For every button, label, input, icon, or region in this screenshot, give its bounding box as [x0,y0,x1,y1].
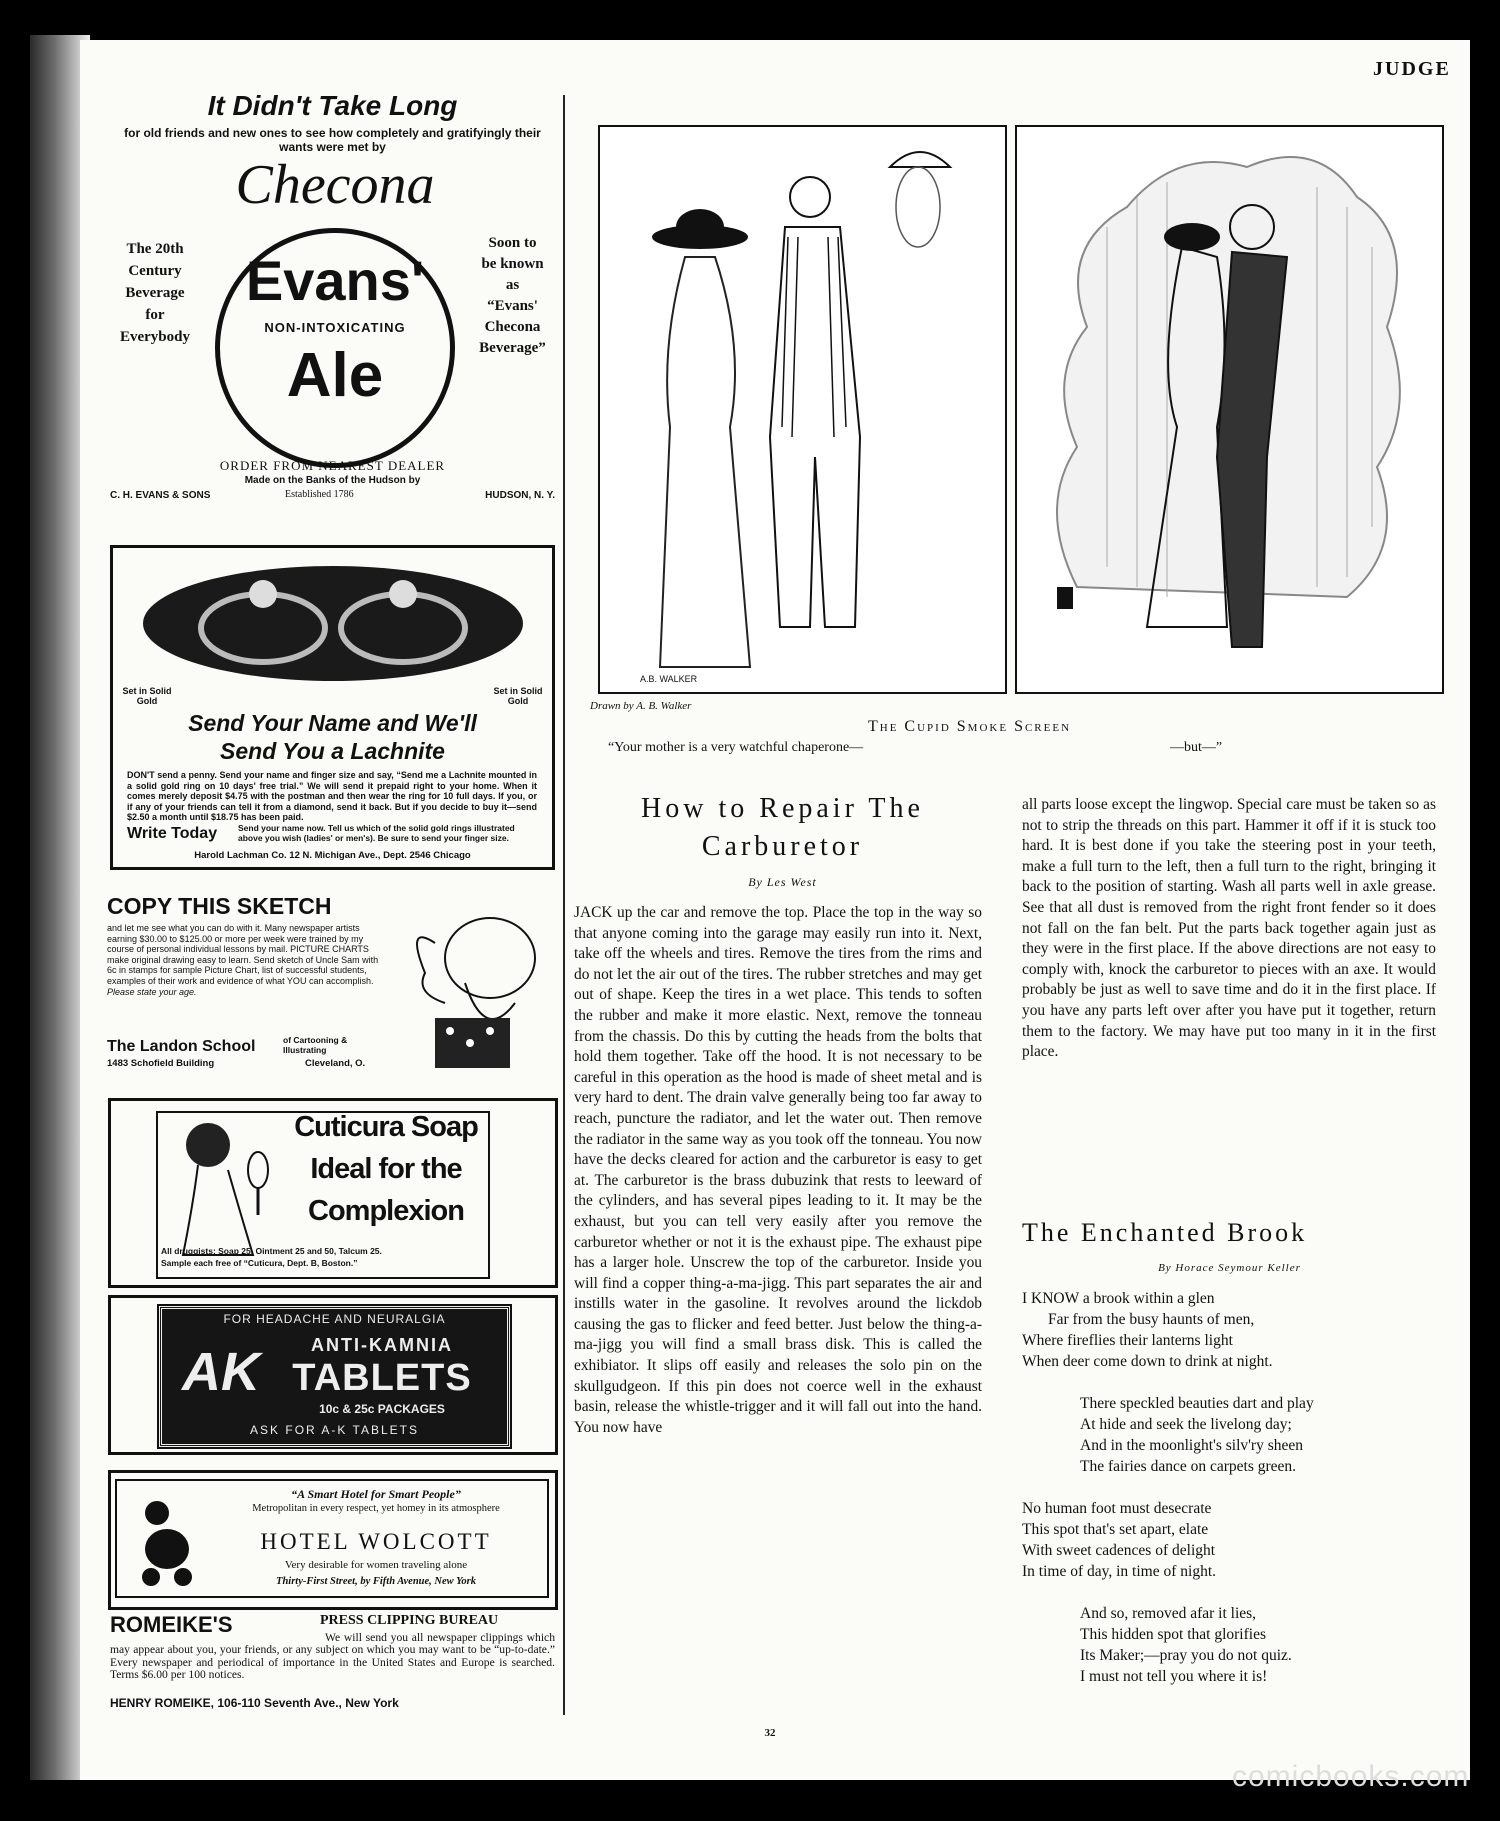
column-rule [563,95,565,1715]
poem-line: I KNOW a brook within a glen [1022,1290,1215,1307]
blurb-line: for [145,307,165,323]
article-paragraph-1: JACK up the car and remove the top. Place the top in the way so that anyone coming into the garage may easily run into it. Next, take off the wheels and tires. Remove the tires from the rims and do not let the air out of the tires. The rubber stretches and may get out of shape. Keep the tires in a wet place. This tends to soften the rubber and make it more elastic. Next, remove the tonneau from the chassis. Do this by cutting the heads from the bolts that hold them together. Take off the hood. It is not necessary to be careful in this operation as the hood is made of sheet metal and is very hard to dent. The drain valve generally being too far away to reach, puncture the radiator, and let the water out. Then remove the radiator in the same way as you took off the tonneau. You now have the decks cleared for action and the carburetor is easy to get at. The carburetor is the brass dubuzink that rests to leeward of the cylinders, and has several pipes leading to it. It may be the exhaust, but you can tell very easily after you remove the carburetor whether or not it is the exhaust pipe. The exhaust pipe has a larger hole. Unscrew the top of the carburetor. Inside you will find a copper thing-a-ma-jigg. This part separates the air and instills water in the gasoline. It revolves around the lickdob causing the gas to flicker and feed better. Just below the thing-a-ma-jigg you will find a small brass disk. This is called the exhibiator. It slips off easily and releases the solo pin on the skullgudgeon. If this pin does not coerce well in the exhaust basin, release the whistle-trigger and it will fall out into the hand. You now have [574,904,982,1436]
poem-line: Where fireflies their lanterns light [1022,1332,1233,1349]
landon-body-text: and let me see what you can do with it. Many newspaper artists earning $30.00 to $125.00 or more per week were trained by my course of personal individual lessons by mail. PICTURE CHARTS make original drawing easy to learn. Send sketch of Uncle Sam with 6c in stamps for sample Picture Chart, list of successful students, examples of their work and evidence of what YOU can accomplish. [107,923,379,986]
blurb-line: Soon to [488,235,537,251]
article-byline: By Les West [748,875,817,889]
wolcott-address: Thirty-First Street, by Fifth Avenue, New York [276,1576,476,1587]
landon-body [107,923,382,997]
evans-brand-script: Checona [235,154,435,216]
poem-line: At hide and seek the livelong day; [1080,1416,1292,1433]
blurb-line: Checona [484,319,541,335]
blurb-line: be known [481,256,544,272]
romeike-name: ROMEIKE'S [110,1612,233,1637]
evans-left-blurb [110,238,200,348]
cuticura-small-1: All druggists: Soap 25, Ointment 25 and 50, Talcum 25. [161,1246,382,1256]
lachnite-cta-tail: Send your name now. Tell us which of the solid gold rings illustrated above you wish (ladies' or men's). Be sure to send your finger size. [238,823,515,843]
antikamnia-name: ANTI-KAMNIA [311,1335,453,1355]
svg-text:A.B. WALKER: A.B. WALKER [640,674,698,684]
poem-line: When deer come down to drink at night. [1022,1353,1273,1370]
poem-line: Its Maker;—pray you do not quiz. [1080,1647,1292,1664]
article-column-2 [1022,795,1436,1205]
landon-note: Please state your age. [107,986,197,997]
ring-display [143,566,523,681]
antikamnia-panel [159,1306,510,1447]
rings-illustration [143,566,523,681]
poem-line: There speckled beauties dart and play [1080,1395,1314,1412]
poem-stanza [1022,1603,1442,1687]
poem-body [1022,1288,1442,1708]
evans-brand: Evans' [245,249,425,312]
article-title: How to Repair The Carburetor [641,793,924,862]
landon-address-left: 1483 Schofield Building [107,1058,215,1069]
landon-school-sub: of Cartooning & Illustrating [283,1035,348,1055]
poem-stanza [1022,1288,1442,1372]
lachnite-headline-1: Send Your Name and We'll [188,710,477,736]
poem-line: This spot that's set apart, elate [1022,1521,1209,1538]
blurb-line: Beverage [125,285,185,301]
woman-mirror-illustration [163,1115,283,1260]
article-paragraph-2: all parts loose except the lingwop. Special care must be taken so as not to strip the threads on this part. Hammer it off if it is stuck too hard. It is best done if you take the steering post in your teeth, make a full turn to the left, then a full turn to the right, bringing it back to the position of starting. Wash all parts well in axle grease. See that all dust is removed from the right front fender so it does not fall on the fan belt. Put the parts back together again just as they were in the first place. If the above directions are not easy to comply with, knock the carburetor to pieces with an axe. It would probably be just as well to save time and do it in the first place. If you have any parts left over after you have put it together, return them to the factory. We may have put too many in it in the first place. [1022,796,1436,1061]
blurb-line: as [505,277,520,293]
antikamnia-bottom: ASK FOR A-K TABLETS [250,1423,419,1437]
landon-school-ad [105,893,560,1078]
poem-stanza [1022,1498,1442,1582]
evans-product: Ale [286,341,384,410]
poem-line: In time of day, in time of night. [1022,1563,1216,1580]
wolcott-name: HOTEL WOLCOTT [260,1529,492,1554]
cartoon-caption-right: —but—” [1170,740,1223,755]
poodle-illustration [129,1497,204,1587]
evans-location: HUDSON, N. Y. [485,490,555,501]
landon-headline: COPY THIS SKETCH [107,893,332,919]
page-number: 32 [764,1727,776,1739]
cuticura-line-1: Cuticura Soap [294,1111,478,1143]
antikamnia-top: FOR HEADACHE AND NEURALGIA [223,1312,446,1326]
cuticura-line-3: Complexion [308,1195,464,1227]
blurb-line: Everybody [119,329,190,345]
romeike-ad [110,1612,555,1722]
evans-headline: It Didn't Take Long [207,90,458,121]
watermark: comicbooks.com [1232,1760,1470,1793]
poem-byline: By Horace Seymour Keller [1158,1262,1301,1274]
cartoon-credit: Drawn by A. B. Walker [590,700,692,712]
poem-title: The Enchanted Brook [1022,1218,1308,1247]
evans-ale-ad [110,88,555,508]
evans-subhead: for old friends and new ones to see how completely and gratifyingly their wants were met by [124,126,541,154]
poem-line: And so, removed afar it lies, [1080,1605,1257,1622]
blurb-line: Century [128,263,182,279]
wolcott-ad [108,1470,558,1610]
landon-address-right: Cleveland, O. [305,1058,366,1069]
wolcott-slogan: “A Smart Hotel for Smart People” [291,1487,461,1501]
cartoon-caption-left: “Your mother is a very watchful chaperone— [608,740,864,755]
poem-line: The fairies dance on carpets green. [1080,1458,1297,1475]
couple-illustration [600,127,1005,692]
evans-right-blurb [465,233,560,359]
lachnite-gold-right: Set in Solid Gold [493,686,543,706]
uncle-sam-sketch [395,903,555,1071]
lachnite-address: Harold Lachman Co. 12 N. Michigan Ave., Dept. 2546 Chicago [194,850,471,861]
romeike-service: PRESS CLIPPING BUREAU [320,1613,499,1628]
blurb-line: The 20th [126,241,184,257]
running-head: JUDGE [1373,58,1451,80]
cartoon-title: The Cupid Smoke Screen [868,718,1072,735]
antikamnia-logo: AK [182,1342,260,1402]
blurb-line: “Evans' [487,298,538,314]
poem-line: I must not tell you where it is! [1080,1668,1268,1685]
blurb-line: Beverage” [479,340,546,356]
cuticura-line-2: Ideal for the [310,1153,462,1185]
lachnite-headline-2: Send You a Lachnite [220,738,445,764]
lachnite-ad [110,545,555,870]
antikamnia-ad [108,1295,558,1455]
landon-school-name: The Landon School [107,1038,256,1055]
wolcott-desc: Metropolitan in every respect, yet homey in its atmosphere [252,1503,500,1514]
wolcott-note: Very desirable for women traveling alone [284,1559,468,1571]
lachnite-gold-left: Set in Solid Gold [122,686,172,706]
evans-made-line: Made on the Banks of the Hudson by [244,475,421,486]
poem-line: And in the moonlight's silv'ry sheen [1080,1437,1304,1454]
cartoon-panel-left [598,125,1007,694]
lachnite-cta: Write Today [127,825,218,842]
smoke-screen-illustration [1017,127,1442,692]
antikamnia-product: TABLETS [292,1357,472,1399]
poem-line: With sweet cadences of delight [1022,1542,1216,1559]
cartoon-panel-right [1015,125,1444,694]
article-column-1 [574,903,982,1718]
poem-line: This hidden spot that glorifies [1080,1626,1266,1643]
evans-maker: C. H. EVANS & SONS [110,490,211,501]
poem-line: No human foot must desecrate [1022,1500,1212,1517]
poem-line: Far from the busy haunts of men, [1048,1311,1255,1328]
lachnite-body: DON'T send a penny. Send your name and finger size and say, “Send me a Lachnite mounted in a solid gold ring on 10 days' free trial.” We will send it prepaid right to your home. When it comes merely deposit $4.75 with the postman and then wear the ring for 10 full days. If you, or if any of your friends can tell it from a diamond, send it back. But if you decide to buy it—send $2.50 a month until $18.75 has been paid. [127,770,537,822]
poem-stanza [1022,1393,1442,1477]
cuticura-small-2: Sample each free of “Cuticura, Dept. B, Boston.” [161,1258,358,1268]
romeike-body: We will send you all newspaper clippings which may appear about you, your friends, or any subject on which you may want to be “up-to-date.” Every newspaper and periodical of importance in the United States and Europe is searched. Terms $6.00 per 100 notices. [110,1631,555,1682]
evans-tagline: NON-INTOXICATING [264,320,406,335]
evans-established: Established 1786 [285,489,354,500]
cuticura-ad [108,1098,558,1288]
evans-order-line: ORDER FROM NEAREST DEALER [219,458,446,473]
romeike-address: HENRY ROMEIKE, 106-110 Seventh Ave., New York [110,1696,399,1710]
antikamnia-packages: 10c & 25c PACKAGES [319,1402,445,1416]
